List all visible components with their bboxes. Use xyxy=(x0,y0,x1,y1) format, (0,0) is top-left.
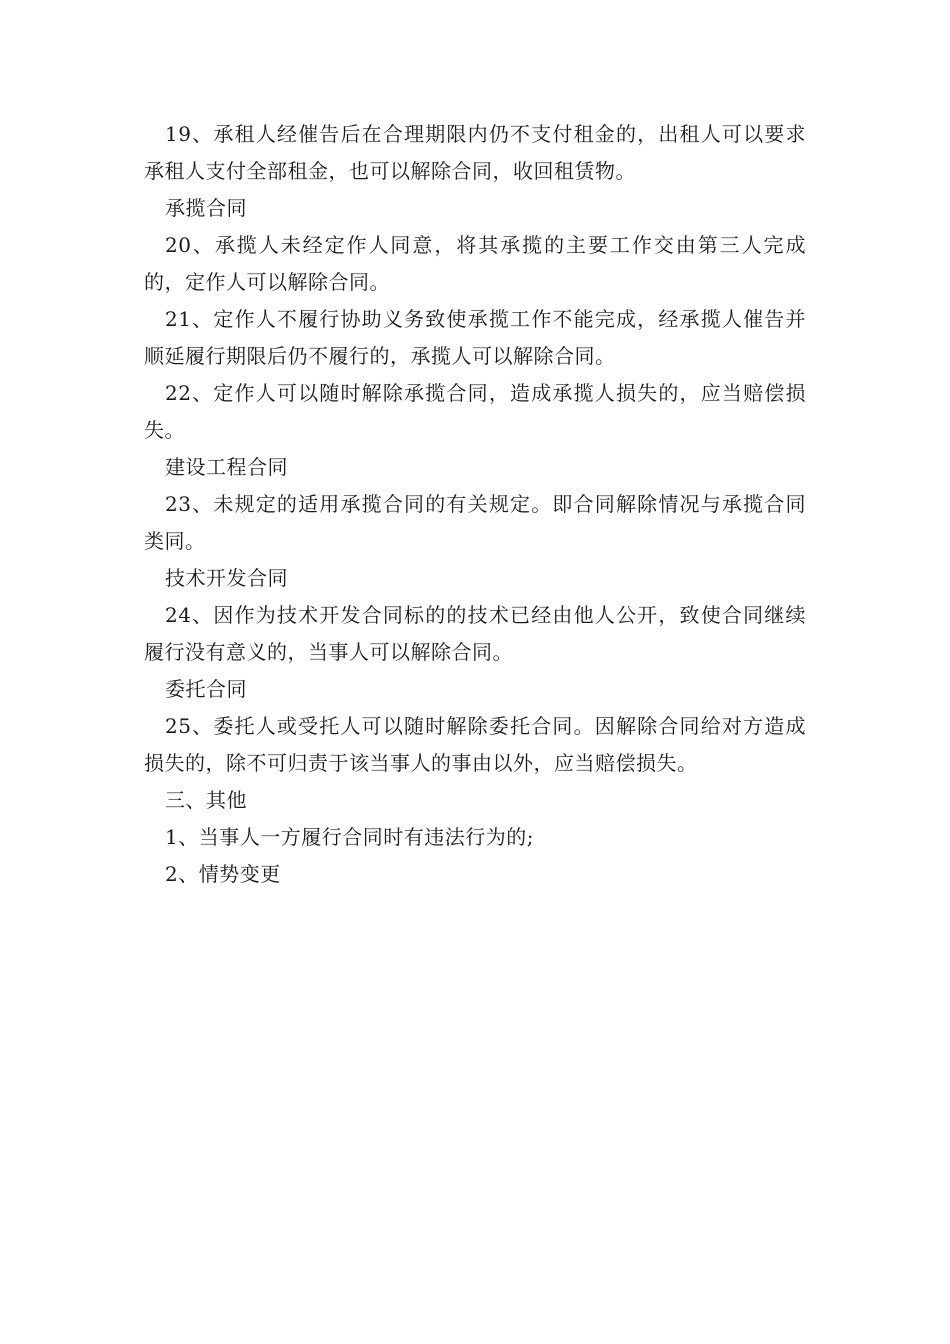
document-body xyxy=(144,116,806,893)
section-heading-work-contract: 承揽合同 xyxy=(165,196,247,220)
paragraph-clause-23: 23、未规定的适用承揽合同的有关规定。即合同解除情况与承揽合同类同。 xyxy=(144,492,806,553)
paragraph-other-1: 1、当事人一方履行合同时有违法行为的; xyxy=(165,825,534,849)
section-heading-construction-contract: 建设工程合同 xyxy=(165,455,288,479)
paragraph-clause-19: 19、承租人经催告后在合理期限内仍不支付租金的，出租人可以要求承租人支付全部租金，也可以解除合同，收回租赁物。 xyxy=(144,122,806,183)
paragraph-clause-24: 24、因作为技术开发合同标的的技术已经由他人公开，致使合同继续履行没有意义的，当事人可以解除合同。 xyxy=(144,603,806,664)
paragraph-clause-20: 20、承揽人未经定作人同意，将其承揽的主要工作交由第三人完成的，定作人可以解除合同。 xyxy=(144,233,806,294)
section-heading-entrustment-contract: 委托合同 xyxy=(165,677,247,701)
paragraph-clause-25: 25、委托人或受托人可以随时解除委托合同。因解除合同给对方造成损失的，除不可归责于该当事人的事由以外，应当赔偿损失。 xyxy=(144,714,806,775)
section-heading-other: 三、其他 xyxy=(165,788,247,812)
paragraph-clause-22: 22、定作人可以随时解除承揽合同，造成承揽人损失的，应当赔偿损失。 xyxy=(144,381,806,442)
section-heading-tech-dev-contract: 技术开发合同 xyxy=(165,566,288,590)
paragraph-clause-21: 21、定作人不履行协助义务致使承揽工作不能完成，经承揽人催告并顺延履行期限后仍不履行的，承揽人可以解除合同。 xyxy=(144,307,806,368)
paragraph-other-2: 2、情势变更 xyxy=(165,862,281,886)
